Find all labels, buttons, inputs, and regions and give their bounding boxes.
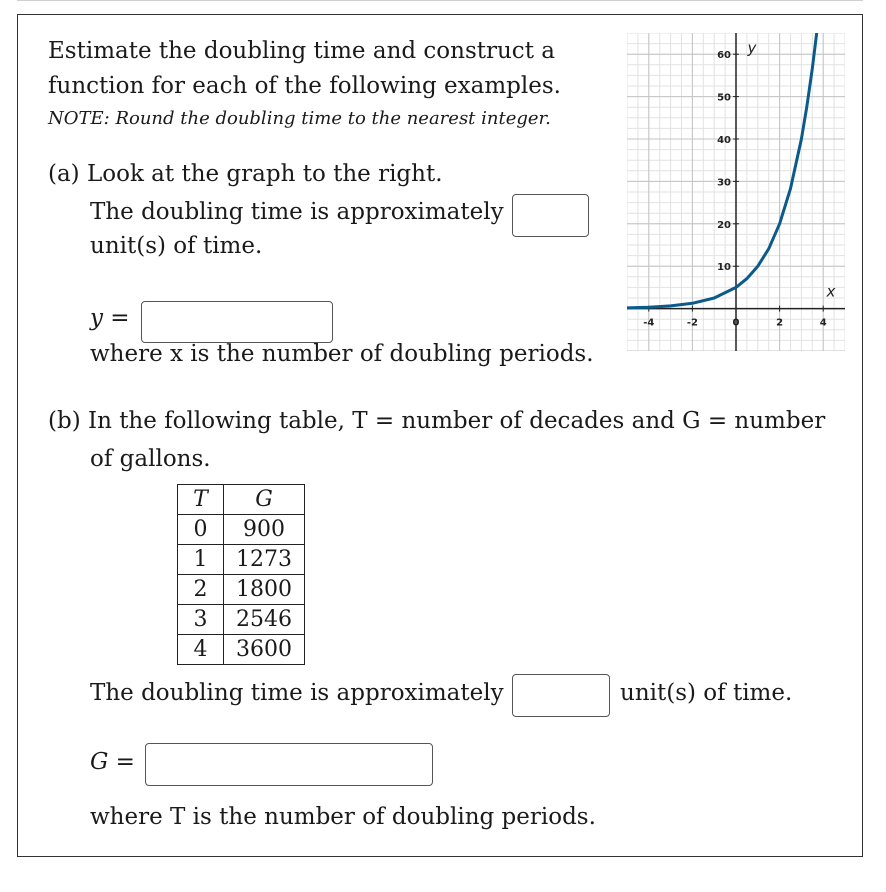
table-row: [178, 575, 305, 605]
table-cell-g: 1273: [224, 545, 305, 575]
part-a-doubling-input[interactable]: [512, 194, 589, 237]
x-tick-label: 4: [819, 317, 827, 329]
part-a-doubling-prefix: The doubling time is approximately: [90, 199, 504, 225]
table-cell-t: 2: [178, 575, 224, 605]
part-b-function-input[interactable]: [145, 743, 433, 786]
exponential-graph: [627, 33, 845, 351]
table-row: [178, 545, 305, 575]
part-b-heading-cont: of gallons.: [90, 446, 211, 472]
table-row: [178, 635, 305, 665]
x-tick-label: -4: [643, 317, 655, 329]
part-b-doubling-field[interactable]: [513, 675, 609, 716]
intro-line-2: function for each of the following examples.: [48, 73, 561, 99]
part-a-y-label: y =: [90, 305, 130, 331]
part-b-function-field[interactable]: [146, 744, 432, 785]
y-tick-label: 30: [717, 177, 731, 189]
part-b-doubling-input[interactable]: [512, 674, 610, 717]
part-b-doubling-prefix: The doubling time is approximately: [90, 680, 504, 706]
x-tick-label: 0: [732, 317, 740, 329]
part-a-doubling-field[interactable]: [513, 195, 588, 236]
part-b-where-text: where T is the number of doubling periods.: [90, 804, 596, 830]
y-tick-label: 20: [717, 219, 731, 231]
x-tick-label: -2: [686, 317, 698, 329]
part-a-doubling-suffix: unit(s) of time.: [90, 233, 263, 259]
x-axis-label: x: [826, 282, 836, 301]
table-cell-t: 3: [178, 605, 224, 635]
table-row: [178, 515, 305, 545]
table-cell-t: 0: [178, 515, 224, 545]
table-cell-t: 4: [178, 635, 224, 665]
y-tick-label: 60: [717, 50, 731, 62]
table-cell-g: 3600: [224, 635, 305, 665]
part-a-heading: (a) Look at the graph to the right.: [48, 161, 443, 187]
top-divider: [17, 0, 863, 1]
y-tick-label: 10: [717, 262, 731, 274]
table-cell-t: 1: [178, 545, 224, 575]
y-axis-label: y: [747, 39, 757, 57]
y-tick-label: 40: [717, 135, 731, 146]
part-a-function-input[interactable]: [141, 301, 333, 343]
table-cell-g: 900: [224, 515, 305, 545]
data-table: [177, 484, 305, 665]
table-cell-g: 2546: [224, 605, 305, 635]
part-a-where-text: where x is the number of doubling periods.: [90, 341, 594, 367]
y-tick-label: 50: [717, 92, 731, 104]
table-header-row: [178, 485, 305, 515]
part-a-function-field[interactable]: [142, 302, 332, 342]
table-header-g: G: [224, 485, 305, 515]
part-b-heading: (b) In the following table, T = number of decades and G = number: [48, 408, 826, 434]
part-b-doubling-suffix: unit(s) of time.: [620, 680, 793, 706]
x-tick-label: 2: [776, 317, 784, 329]
part-b-g-label: G =: [90, 749, 135, 775]
table-row: [178, 605, 305, 635]
table-header-t: T: [178, 485, 224, 515]
intro-note: NOTE: Round the doubling time to the nearest integer.: [48, 108, 551, 129]
intro-line-1: Estimate the doubling time and construct a: [48, 38, 555, 64]
table-cell-g: 1800: [224, 575, 305, 605]
